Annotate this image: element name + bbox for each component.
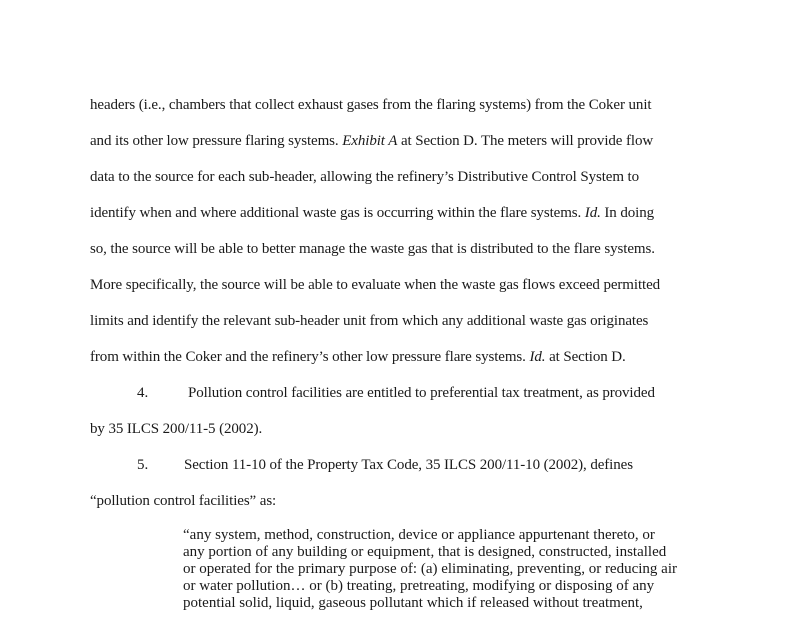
- line-text-post: at Section D.: [545, 349, 626, 365]
- line-text: limits and identify the relevant sub-header unit from which any additional waste gas originates: [90, 313, 649, 329]
- line-text-post: at Section D. The meters will provide flow: [397, 133, 654, 149]
- paragraph-number-4: 4.: [137, 385, 149, 401]
- line-text: data to the source for each sub-header, allowing the refinery’s Distributive Control System to: [90, 169, 640, 185]
- id-citation: Id.: [529, 349, 546, 365]
- body-line-7: [90, 312, 648, 330]
- line-text: so, the source will be able to better manage the waste gas that is distributed to the flare systems.: [90, 241, 655, 257]
- line-text: More specifically, the source will be able to evaluate when the waste gas flows exceed permitted: [90, 277, 661, 293]
- body-line-6: [90, 276, 660, 294]
- paragraph-4-line-1: Pollution control facilities are entitled to preferential tax treatment, as provided: [188, 385, 655, 401]
- body-line-3: [90, 168, 639, 186]
- block-quote-line-2: any portion of any building or equipment, that is designed, constructed, installed: [183, 544, 667, 560]
- block-quote-line-5: potential solid, liquid, gaseous pollutant which if released without treatment,: [183, 595, 643, 611]
- line-text: and its other low pressure flaring systems.: [90, 133, 343, 149]
- line-text: identify when and where additional waste gas is occurring within the flare systems.: [90, 205, 585, 221]
- line-text: from within the Coker and the refinery’s other low pressure flare systems.: [90, 349, 530, 365]
- paragraph-number-5: 5.: [137, 457, 149, 473]
- body-line-5: [90, 240, 655, 258]
- paragraph-5-line-1: Section 11-10 of the Property Tax Code, 35 ILCS 200/11-10 (2002), defines: [184, 457, 633, 473]
- body-line-2: [90, 132, 653, 150]
- body-line-4: [90, 204, 654, 222]
- line-text: headers (i.e., chambers that collect exhaust gases from the flaring systems) from the Coker unit: [90, 97, 652, 113]
- block-quote-line-4: or water pollution… or (b) treating, pretreating, modifying or disposing of any: [183, 578, 655, 594]
- block-quote-line-3: or operated for the primary purpose of: (a) eliminating, preventing, or reducing air: [183, 561, 677, 577]
- paragraph-5-line-2: “pollution control facilities” as:: [90, 493, 277, 509]
- exhibit-citation: Exhibit A: [342, 133, 398, 149]
- body-line-8: [90, 348, 626, 366]
- line-text-post: In doing: [600, 205, 655, 221]
- paragraph-4-line-2: by 35 ILCS 200/11-5 (2002).: [90, 421, 263, 437]
- block-quote-line-1: “any system, method, construction, device or appliance appurtenant thereto, or: [183, 527, 655, 543]
- body-line-1: [90, 96, 651, 114]
- id-citation: Id.: [584, 205, 601, 221]
